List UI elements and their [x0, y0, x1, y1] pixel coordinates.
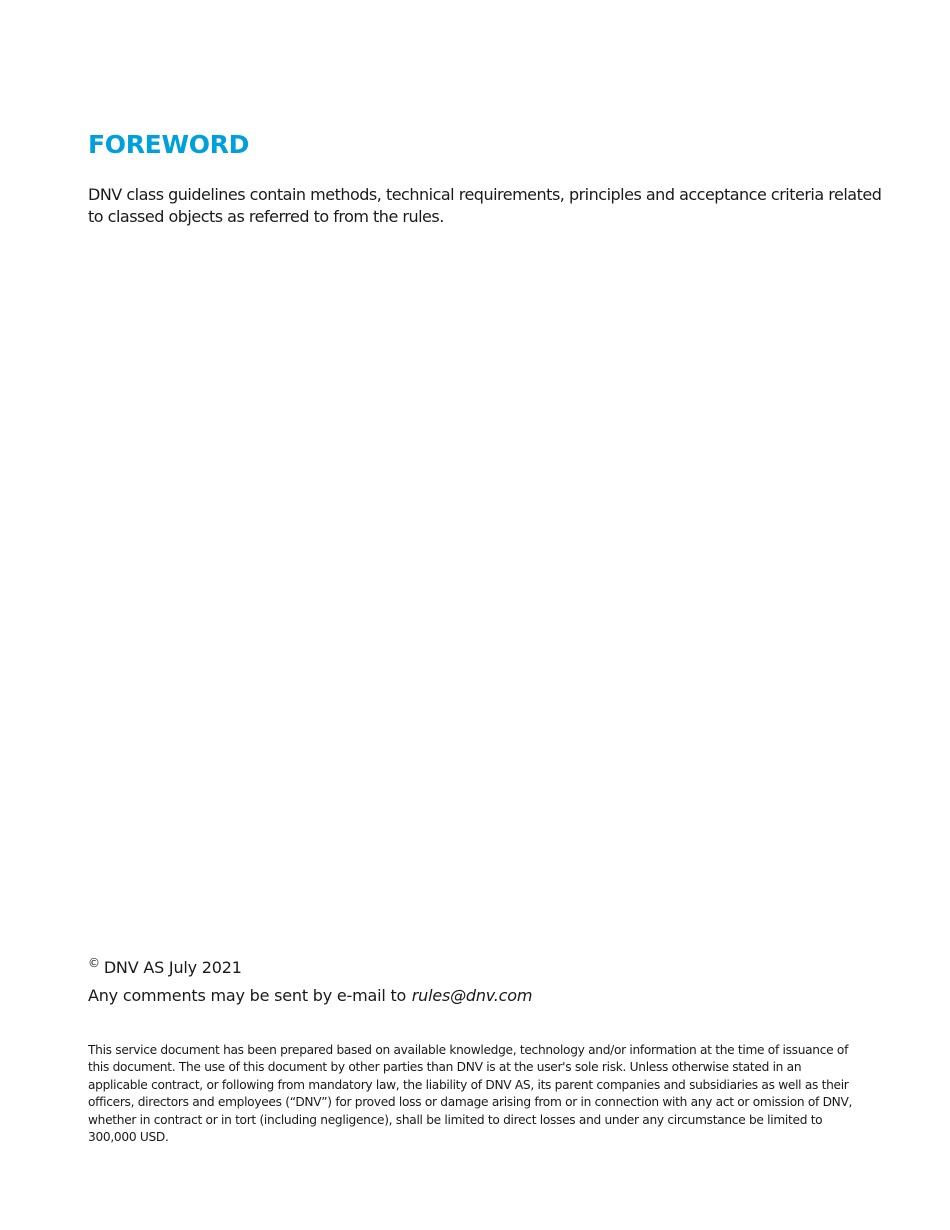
foreword-heading: FOREWORD — [88, 130, 250, 159]
copyright-symbol: © — [88, 956, 100, 970]
comments-line — [88, 984, 532, 1008]
copyright-line — [88, 951, 242, 980]
intro-paragraph: DNV class guidelines contain methods, technical requirements, principles and acceptance criteria related to classed objects as referred to from the rules. — [88, 185, 882, 226]
disclaimer-text: This service document has been prepared based on available knowledge, technology and/or information at the time of issuance of this document. The use of this document by other parties than DNV is at the user's sole risk. Unless otherwise stated in an applicable contract, or following from mandatory law, the liability of DNV AS, its parent companies and subsidiaries as well as their officers, directors and employees (“DNV”) for proved loss or damage arising from or in connection with any act or omission of DNV, whether in contract or in tort (including negligence), shall be limited to direct losses and under any circumstance be limited to 300,000 USD. — [88, 1043, 853, 1145]
comments-text: Any comments may be sent by e-mail to — [88, 986, 407, 1005]
copyright-text: DNV AS July 2021 — [103, 958, 242, 978]
email-link[interactable]: rules@dnv.com — [411, 986, 533, 1005]
